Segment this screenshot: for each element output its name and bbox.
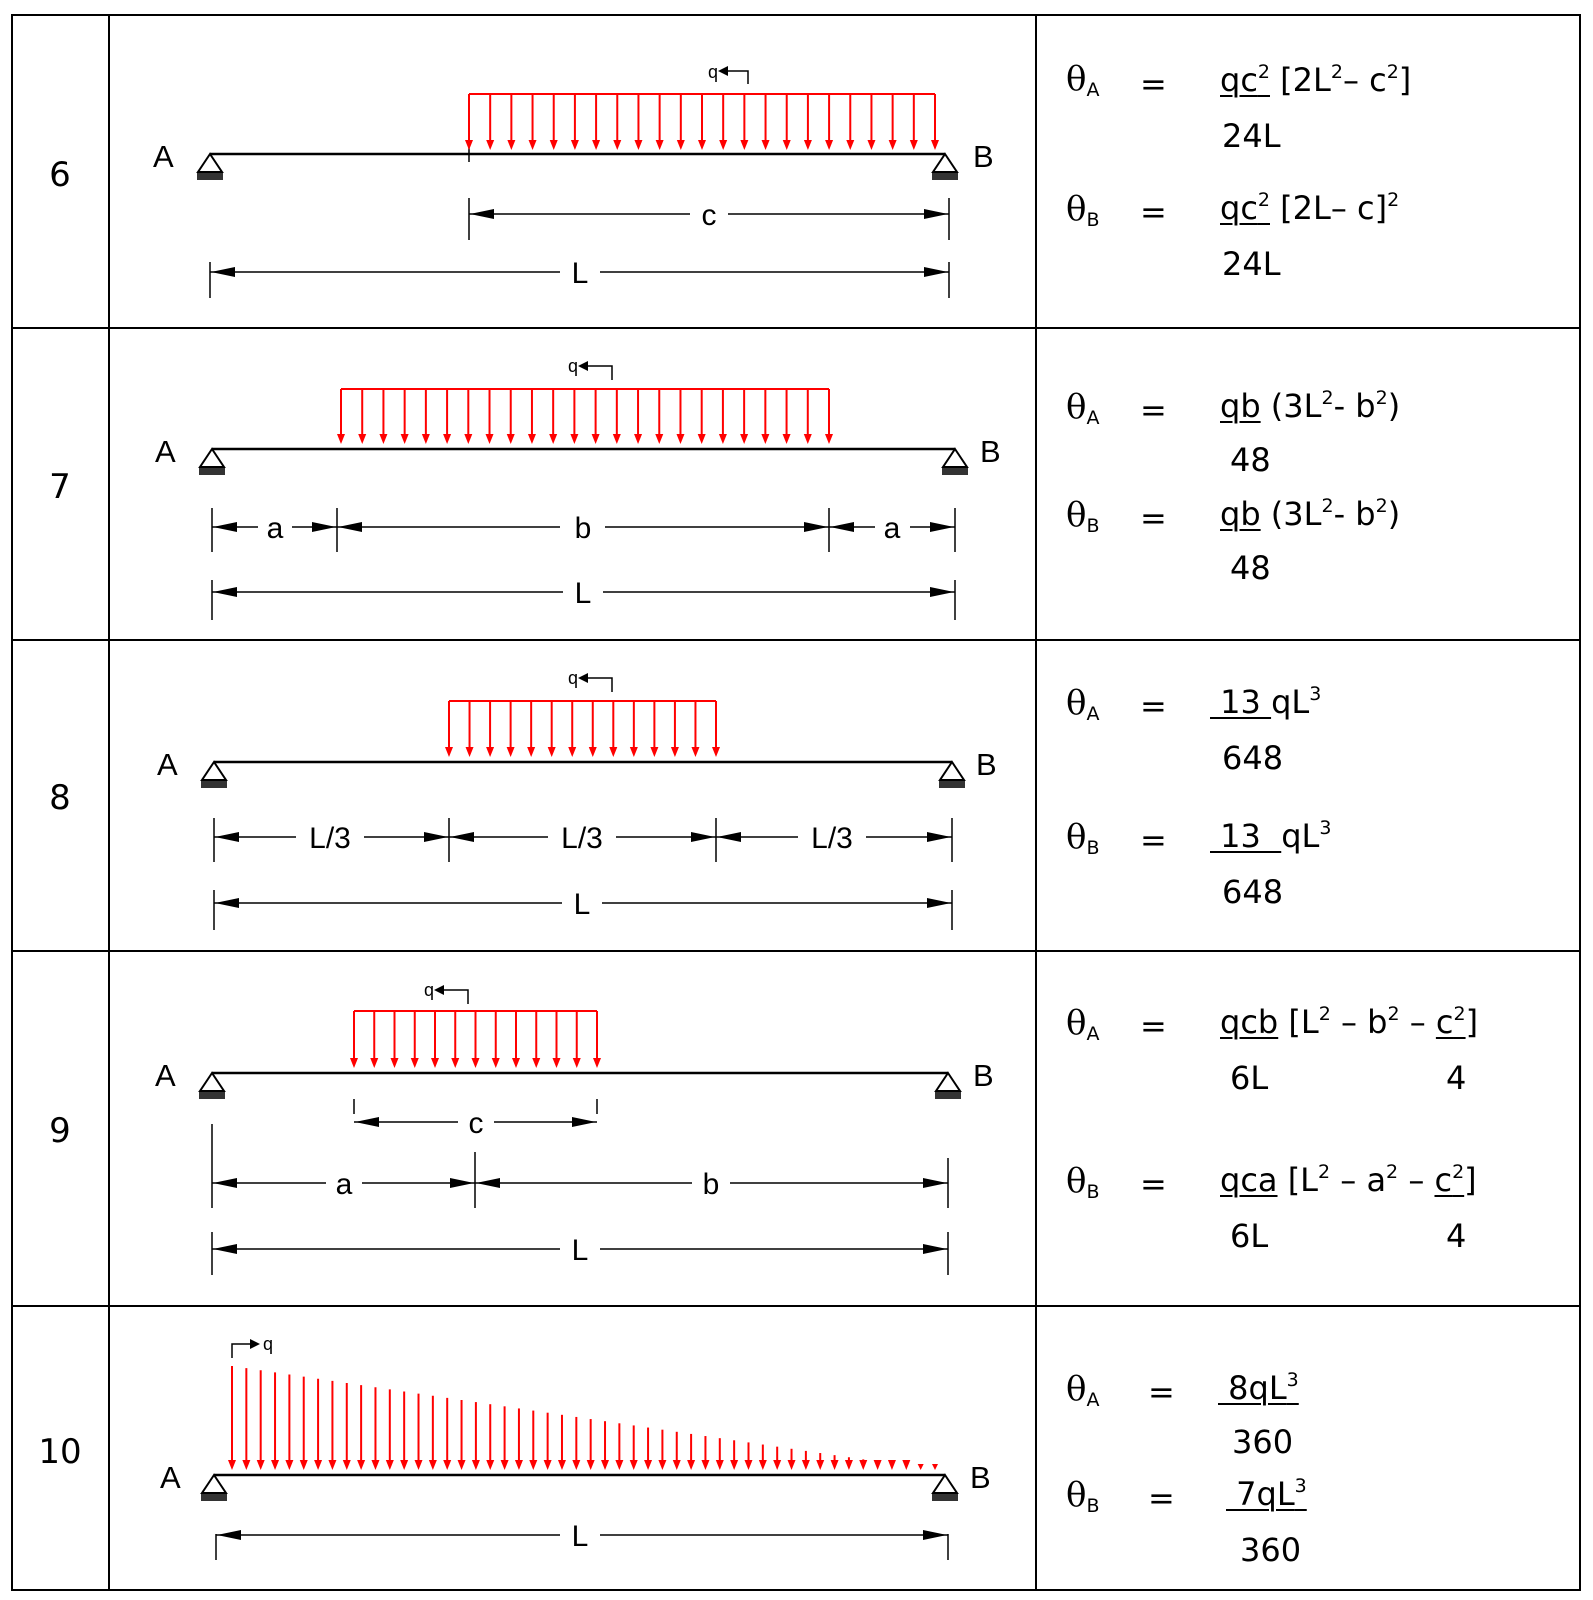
theta-symbol: $\theta_B$ (1066, 189, 1100, 231)
dim-label-L: L (574, 577, 592, 610)
numerator: $7qL^3$ (1226, 1475, 1307, 1513)
dim-label-L: L (571, 257, 589, 290)
load-arrowhead (816, 1460, 824, 1470)
diagram-row-9 (155, 980, 994, 1275)
numerator: qb ($3L^2-$ $b^2$) (1220, 387, 1401, 425)
load-arrowhead (401, 434, 409, 444)
support-label-a: A (155, 1058, 176, 1093)
load-arrowhead (630, 747, 638, 757)
numerator: 13 $qL^3$ (1210, 683, 1322, 721)
load-arrowhead (677, 140, 685, 150)
load-arrowhead (593, 1058, 601, 1068)
load-arrowhead (568, 747, 576, 757)
load-arrowhead (343, 1460, 351, 1470)
load-arrowhead (350, 1058, 358, 1068)
load-arrowhead (788, 1460, 796, 1470)
support-label-b: B (970, 1460, 991, 1495)
support-label-b: B (980, 434, 1001, 469)
load-arrowhead (486, 434, 494, 444)
row-number-8: 8 (49, 778, 71, 818)
load-arrowhead (656, 140, 664, 150)
theta-symbol: $\theta_A$ (1066, 1369, 1100, 1411)
load-arrowhead (761, 434, 769, 444)
load-arrowhead (400, 1460, 408, 1470)
load-arrowhead (571, 140, 579, 150)
load-arrowhead (802, 1460, 810, 1470)
load-arrowhead (650, 747, 658, 757)
theta-symbol: $\theta_A$ (1066, 387, 1100, 429)
equals-sign: = (1140, 687, 1167, 725)
load-arrowhead (845, 1460, 853, 1470)
load-arrowhead (918, 1464, 924, 1470)
load-arrowhead (422, 434, 430, 444)
load-arrowhead (589, 747, 597, 757)
load-arrowhead (719, 140, 727, 150)
dim-label-L: L (571, 1520, 589, 1553)
equals-sign: = (1140, 391, 1167, 429)
load-arrowhead (676, 434, 684, 444)
support-label-a: A (153, 139, 174, 174)
diagram-row-8 (157, 668, 997, 930)
row-number-10: 10 (38, 1432, 82, 1472)
load-arrowhead (740, 434, 748, 444)
load-arrowhead (300, 1460, 308, 1470)
numerator: qcb $[L^2 - b^2 - c^2]$ (1220, 1003, 1479, 1041)
diagram-row-10 (160, 1334, 991, 1560)
load-arrowhead (888, 1460, 896, 1470)
pin-support-b (942, 449, 968, 475)
load-arrowhead (730, 1460, 738, 1470)
load-arrowhead (337, 434, 345, 444)
load-arrowhead (515, 1460, 523, 1470)
denominator: 360 (1232, 1423, 1294, 1461)
denominator: 24L (1222, 117, 1281, 155)
load-arrowhead (529, 1460, 537, 1470)
pin-support-b (932, 154, 958, 180)
load-arrowhead (544, 1460, 552, 1470)
load-arrowhead (691, 747, 699, 757)
load-arrowhead (486, 140, 494, 150)
load-arrowhead (716, 1460, 724, 1470)
load-arrowhead (889, 140, 897, 150)
dim-label-b: b (574, 512, 592, 545)
load-arrowhead (701, 1460, 709, 1470)
load-label: q (568, 356, 579, 376)
load-arrowhead (370, 1058, 378, 1068)
load-arrowhead (528, 434, 536, 444)
dim-label-L: L (573, 888, 591, 921)
support-label-a: A (157, 747, 178, 782)
load-arrowhead (846, 140, 854, 150)
denominator: 648 (1222, 739, 1284, 777)
load-arrowhead (443, 1460, 451, 1470)
load-arrowhead (613, 140, 621, 150)
load-arrowhead (773, 1460, 781, 1470)
load-arrowhead (615, 1460, 623, 1470)
pin-support-b (932, 1475, 958, 1501)
denominator: 6L (1230, 1217, 1269, 1255)
load-arrowhead (411, 1058, 419, 1068)
load-label: q (568, 668, 579, 688)
dim-label-third-1: L/3 (309, 822, 351, 855)
load-arrowhead (445, 747, 453, 757)
diagram-row-7 (155, 356, 1001, 620)
load-arrowhead (501, 1460, 509, 1470)
load-arrowhead (712, 747, 720, 757)
load-arrowhead (553, 1058, 561, 1068)
equals-sign: = (1148, 1479, 1175, 1517)
load-arrowhead (285, 1460, 293, 1470)
load-arrowhead (371, 1460, 379, 1470)
load-arrowhead (486, 1460, 494, 1470)
load-arrowhead (429, 1460, 437, 1470)
load-arrowhead (783, 140, 791, 150)
theta-symbol: $\theta_A$ (1066, 1003, 1100, 1045)
support-label-a: A (155, 434, 176, 469)
pin-support-b (939, 762, 965, 788)
denominator: 24L (1222, 245, 1281, 283)
load-arrowhead (613, 434, 621, 444)
load-arrowhead (744, 1460, 752, 1470)
load-arrowhead (719, 434, 727, 444)
dim-label-third-3: L/3 (811, 822, 853, 855)
equals-sign: = (1140, 193, 1167, 231)
load-arrowhead (902, 1460, 910, 1470)
pin-support-a (199, 1073, 225, 1099)
load-arrowhead (431, 1058, 439, 1068)
load-arrowhead (859, 1460, 867, 1470)
load-arrowhead (698, 140, 706, 150)
equals-sign: = (1140, 499, 1167, 537)
distributed-load (350, 1011, 601, 1068)
pin-support-a (199, 449, 225, 475)
load-arrowhead (465, 140, 473, 150)
numerator: qca $[L^2 - a^2 - c^2]$ (1220, 1161, 1477, 1199)
load-arrowhead (507, 140, 515, 150)
equals-sign: = (1140, 821, 1167, 859)
numerator: 13 $qL^3$ (1210, 817, 1332, 855)
load-arrowhead (507, 747, 515, 757)
load-label: q (708, 62, 719, 82)
load-arrowhead (443, 434, 451, 444)
load-arrowhead (831, 1460, 839, 1470)
load-label: q (424, 980, 435, 1000)
numerator: $qc^2$ [$2L^2-$ $c^2$] (1220, 61, 1412, 99)
load-arrowhead (451, 1058, 459, 1068)
support-label-b: B (973, 139, 994, 174)
load-arrowhead (644, 1460, 652, 1470)
load-arrowhead (379, 434, 387, 444)
load-arrowhead (804, 434, 812, 444)
pin-support-a (201, 1475, 227, 1501)
load-arrowhead (549, 434, 557, 444)
load-arrowhead (492, 1058, 500, 1068)
theta-symbol: $\theta_B$ (1066, 495, 1100, 537)
load-arrowhead (931, 140, 939, 150)
load-arrowhead (527, 747, 535, 757)
load-arrowhead (910, 140, 918, 150)
load-arrowhead (314, 1460, 322, 1470)
load-arrowhead (655, 434, 663, 444)
load-arrowhead (358, 434, 366, 444)
load-arrowhead (630, 1460, 638, 1470)
load-arrowhead (592, 434, 600, 444)
load-arrowhead (507, 434, 515, 444)
load-arrowhead (867, 140, 875, 150)
dim-label-c: c (468, 1107, 484, 1140)
pin-support-b (935, 1073, 961, 1099)
support-label-a: A (160, 1460, 181, 1495)
load-arrowhead (783, 434, 791, 444)
load-arrowhead (532, 1058, 540, 1068)
load-arrowhead (472, 1460, 480, 1470)
load-arrowhead (529, 140, 537, 150)
load-arrowhead (759, 1460, 767, 1470)
denominator: 360 (1240, 1531, 1302, 1569)
equals-sign: = (1148, 1373, 1175, 1411)
row-number-6: 6 (49, 155, 71, 195)
load-arrowhead (415, 1460, 423, 1470)
load-arrowhead (328, 1460, 336, 1470)
load-arrowhead (658, 1460, 666, 1470)
load-arrowhead (671, 747, 679, 757)
diagram-row-6 (153, 62, 994, 298)
load-arrowhead (874, 1460, 882, 1470)
denominator: 648 (1222, 873, 1284, 911)
denominator: 6L (1230, 1059, 1269, 1097)
load-arrowhead (601, 1460, 609, 1470)
equals-sign: = (1140, 1007, 1167, 1045)
load-arrowhead (558, 1460, 566, 1470)
theta-symbol: $\theta_A$ (1066, 59, 1100, 101)
load-arrowhead (486, 747, 494, 757)
load-arrowhead (573, 1058, 581, 1068)
load-arrowhead (673, 1460, 681, 1470)
numerator: $8qL^3$ (1218, 1369, 1299, 1407)
load-arrowhead (466, 747, 474, 757)
table-grid (12, 15, 1580, 1590)
denominator-2: 4 (1446, 1217, 1467, 1255)
dim-label-a-left: a (266, 512, 284, 545)
triangular-load (228, 1366, 938, 1470)
equals-sign: = (1140, 1165, 1167, 1203)
load-arrowhead (472, 1058, 480, 1068)
load-arrowhead (464, 434, 472, 444)
pin-support-a (201, 762, 227, 788)
load-arrowhead (257, 1460, 265, 1470)
dim-label-b: b (702, 1168, 720, 1201)
numerator: $qc^2$ [2L– c]$^2$ (1220, 189, 1400, 227)
dim-label-L: L (571, 1234, 589, 1267)
theta-symbol: $\theta_B$ (1066, 817, 1100, 859)
load-arrowhead (512, 1058, 520, 1068)
row-number-7: 7 (49, 467, 71, 507)
theta-symbol: $\theta_B$ (1066, 1475, 1100, 1517)
load-arrowhead (271, 1460, 279, 1470)
load-arrowhead (587, 1460, 595, 1470)
load-arrowhead (570, 434, 578, 444)
load-arrowhead (391, 1058, 399, 1068)
load-arrowhead (634, 434, 642, 444)
load-arrowhead (592, 140, 600, 150)
load-arrowhead (228, 1460, 236, 1470)
load-arrowhead (825, 434, 833, 444)
load-arrowhead (804, 140, 812, 150)
equals-sign: = (1140, 65, 1167, 103)
denominator: 48 (1230, 441, 1271, 479)
load-arrowhead (762, 140, 770, 150)
theta-symbol: $\theta_B$ (1066, 1161, 1100, 1203)
theta-symbol: $\theta_A$ (1066, 683, 1100, 725)
dim-label-a-right: a (883, 512, 901, 545)
numerator: qb ($3L^2-$ $b^2$) (1220, 495, 1401, 533)
load-arrowhead (609, 747, 617, 757)
distributed-load (465, 94, 939, 150)
load-arrowhead (634, 140, 642, 150)
load-arrowhead (548, 747, 556, 757)
load-arrowhead (572, 1460, 580, 1470)
load-arrowhead (242, 1460, 250, 1470)
load-arrowhead (825, 140, 833, 150)
support-label-b: B (976, 747, 997, 782)
row-number-9: 9 (49, 1111, 71, 1151)
distributed-load (337, 389, 833, 444)
dim-label-third-2: L/3 (561, 822, 603, 855)
load-arrowhead (386, 1460, 394, 1470)
load-arrowhead (357, 1460, 365, 1470)
denominator: 48 (1230, 549, 1271, 587)
load-arrowhead (458, 1460, 466, 1470)
dim-label-a: a (335, 1168, 353, 1201)
denominator-2: 4 (1446, 1059, 1467, 1097)
load-label: q (263, 1334, 274, 1354)
load-arrowhead (740, 140, 748, 150)
distributed-load (445, 701, 720, 757)
load-arrowhead (932, 1464, 938, 1470)
pin-support-a (197, 154, 223, 180)
load-arrowhead (687, 1460, 695, 1470)
load-arrowhead (698, 434, 706, 444)
dim-label-c: c (701, 199, 717, 232)
load-arrowhead (550, 140, 558, 150)
support-label-b: B (973, 1058, 994, 1093)
